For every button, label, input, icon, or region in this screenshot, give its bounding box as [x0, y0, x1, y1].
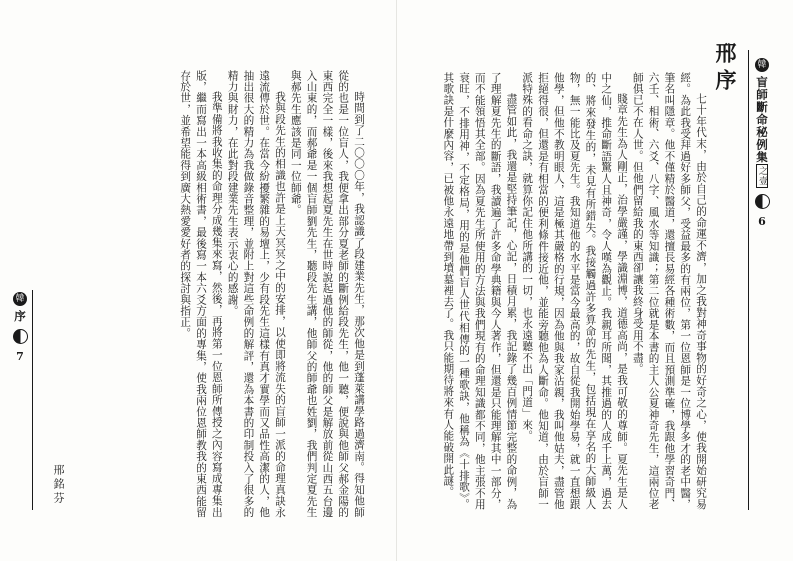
paragraph: 我與段先生的相識也許是上天冥冥之中的安排，以使即將流失的盲師一派的命理真訣永遠流傳於世。在當今紛擾繁雜的易壇上，少有段先生這樣有真才實學而又品性高潔的人，他抽出很大的精力為我做錄音整理，並附上對這些命例的解評，還為本書的印制投入了很多的精力與財力，在此對段建業先生表示衷心的感謝。	[226, 70, 287, 518]
left-page-body	[140, 70, 366, 518]
section-label: 序	[13, 310, 27, 323]
volume-label: 之壹	[757, 165, 767, 186]
publisher-seal-icon: 韓	[755, 58, 769, 72]
right-page-number: 6	[758, 214, 766, 228]
paragraph: 我準備將我收集的命理分成幾集來寫，然後，再將第一位恩師所傳授之內容寫成專集出版，繼而寫出一本高級相術書，最後寫一本六爻方面的專集，使我兩位恩師教我的東西能留存於世，並希望能得到廣大熱愛愛好者的探討與指正。	[179, 70, 223, 518]
chapter-title: 邢序	[713, 42, 738, 96]
paragraph: 時間到了二〇〇〇年，我認識了段建業先生，那次他是到蓬萊講學路過濟南。得知他師從的也是一位盲人，我便拿出部分夏老師的斷例給段先生，他一聽，便說與他師父郝金陽的東西完全一樣，後來我想起夏先生在世時說起過他的師從，他的師父是解放前從山西五台邊入山東的，而郝爺是一個盲師劉先生，聽段先生講，他師父的師爺也姓劉，我們判定夏先生與郝先生應該是同一位師爺。	[289, 70, 365, 518]
right-side-rule	[748, 50, 749, 510]
right-page-body	[386, 72, 708, 510]
yin-yang-icon	[13, 329, 28, 344]
publisher-seal-icon: 韓	[13, 292, 27, 306]
left-side-rule	[32, 290, 33, 510]
right-running-header	[752, 58, 772, 228]
left-page-number: 7	[16, 349, 24, 363]
paragraph: 賤章先生為人剛正，治學嚴謹，學識淵博，道德高尚，是我可敬的尊師。夏先生是人中之仙，推命斷語驚人且神奇，令人嘆為觀止。我親耳所聞，其推過的人成千上萬，過去的、將來發生的，未見有所錯失。我接觸過許多算命的先生，包括現在享名的大師級人物，無一能比及夏先生。我知道他的水平是當今最高的，故自從我開始學易，就一直想跟他學，但他不教明眼人，這是極其嚴格的行規，因為他與我家沾親，我叫他姑夫，盡管他拒絕得很，但還是有相當的便利條件接近他，並能旁聽他為人斷命。他知道，由於盲師一派特殊的看命之訣，就算你記住他所講的一切，也永遠聽不出「門道」來。	[521, 72, 629, 510]
author-signature: 邢銘芬	[52, 464, 65, 506]
yin-yang-icon	[755, 194, 770, 209]
book-title: 盲師斷命秘例集之壹	[755, 76, 769, 186]
paragraph: 七十年代末，由於自己的命運不濟，加之我對神奇事物的好奇之心，使我開始研究易經。為此我受拜過好多師父，受益最多的有兩位，第一位恩師是一位博學多才的老中醫，筆名叫隱章。他不僅精於醫道，還擅長易經各種術數，而且預測準確，我跟他學習奇門、六壬、相術、六爻、八字、風水等知識；第二位就是本書的主人公夏神奇先生，這兩位老師俱已不在人世。但他們留給我的東西卻讓我終身受用不盡。	[631, 72, 707, 510]
paragraph: 盡管如此，我還是堅持筆記，心記，日積月累，我記錄了幾百例情節完整的命例，為了理解夏先生的斷語，我讀遍了許多命學典籍與今人著作，但還是只能理解其中一部分，而不能領悟其全部。因為夏先生所使用的方法與我們現有的命理知識都不同，他主張不用衰旺，不排用神，不定格局，用的是他們盲人世代相傳的一種歌訣，他稱為《十排歌》。其歌訣是什麼內容，已被他永遠地帶到墳墓裡去了。我只能期待將來有人能破開此謎。	[442, 72, 518, 510]
left-running-header	[10, 292, 30, 363]
